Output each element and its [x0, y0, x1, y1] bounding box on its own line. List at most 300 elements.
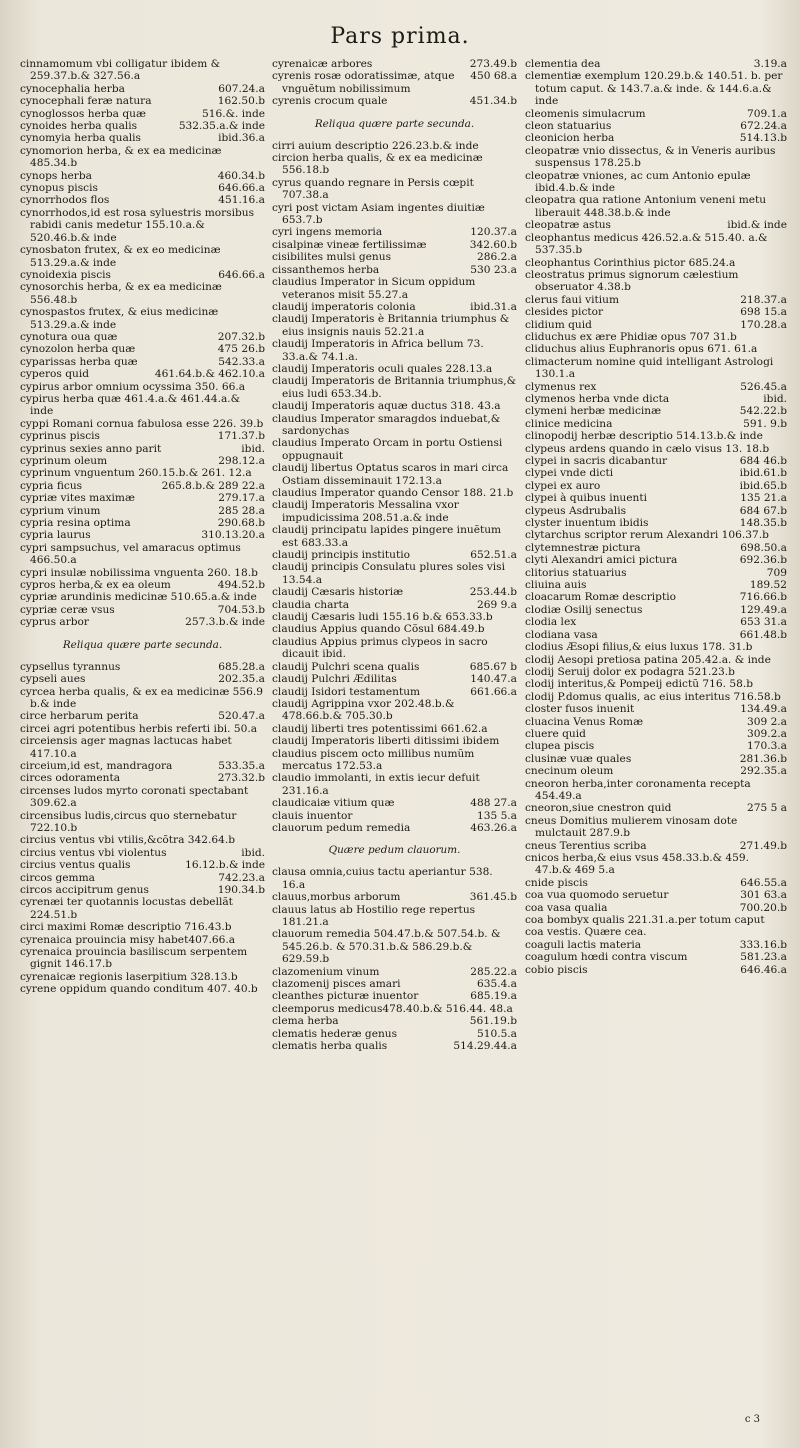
- cross-reference-note: Reliqua quære parte secunda.: [62, 638, 223, 651]
- page-reference: 171.37.b: [217, 430, 265, 443]
- index-entry: [525, 467, 787, 479]
- page-reference: ibid.: [763, 392, 787, 405]
- index-columns: [20, 58, 790, 1428]
- entry-text: cissanthemos herba: [272, 263, 380, 276]
- entry-text: clidium quid: [525, 318, 592, 331]
- entry-text: cypria ficus: [20, 479, 83, 492]
- index-entry: [272, 990, 517, 1002]
- entry-text: clazomenium vinum: [272, 965, 380, 978]
- entry-text: claudij principis Consulatu plures soles visi 13.54.a: [272, 561, 505, 586]
- index-entry: [20, 542, 265, 567]
- entry-text: clesides pictor: [525, 306, 604, 319]
- page-reference: 692.36.b: [739, 554, 787, 567]
- index-entry: [272, 487, 517, 499]
- entry-text: clinopodij herbæ descriptio 514.13.b.& inde: [525, 430, 763, 443]
- index-entry: [525, 257, 787, 269]
- index-entry: [20, 673, 265, 685]
- page-reference: 361.45.b: [469, 891, 517, 904]
- index-entry: [525, 480, 787, 492]
- entry-text: cyprinus sexies anno parit: [20, 442, 162, 455]
- entry-text: cleopatra qua ratione Antonium veneni metu liberauit 448.38.b.& inde: [525, 194, 767, 219]
- entry-text: claudius piscem octo millibus numũm mercatus 172.53.a: [272, 747, 475, 772]
- page-reference: 342.60.b: [469, 238, 517, 251]
- index-entry: [525, 616, 787, 628]
- page-reference: 286.2.a: [476, 251, 517, 264]
- index-entry: [272, 904, 517, 929]
- index-entry: [525, 604, 787, 616]
- page-reference: 281.36.b: [739, 752, 787, 765]
- entry-text: cynorrhodos,id est rosa syluestris morsibus rabidi canis medetur 155.10.a.& 520.46.b.& inde: [20, 206, 255, 244]
- page-reference: 520.47.a: [218, 710, 265, 723]
- index-entry: [525, 765, 787, 777]
- entry-text: claudij imperatoris colonia: [272, 300, 416, 313]
- index-entry: [525, 232, 787, 257]
- page-reference: 514.29.44.a: [453, 1040, 517, 1053]
- cross-reference-note: Quære pedum clauorum.: [328, 844, 461, 857]
- entry-text: claudij libertus Optatus scaros in mari circa Ostiam disseminauit 172.13.a: [272, 462, 509, 487]
- entry-text: clazomenij pisces amari: [272, 978, 401, 991]
- index-entry: [525, 641, 787, 653]
- entry-text: clytemnestræ pictura: [525, 541, 641, 554]
- entry-text: clodij interitus,& Pompeij edictũ 716. 58.b: [525, 678, 754, 691]
- page-reference: 526.45.a: [740, 380, 787, 393]
- index-entry: [525, 802, 787, 814]
- index-entry: [525, 554, 787, 566]
- entry-text: cyrus quando regnare in Persis cœpit 707.38.a: [272, 176, 474, 202]
- index-entry: [525, 629, 787, 641]
- index-entry: [20, 579, 265, 591]
- index-entry: [272, 375, 517, 400]
- index-entry: [20, 95, 265, 107]
- index-entry: [20, 418, 265, 430]
- index-entry: [525, 170, 787, 195]
- index-entry: [272, 636, 517, 661]
- entry-text: clauis inuentor: [272, 809, 353, 822]
- entry-text: clodij Seruij dolor ex podagra 521.23.b: [525, 665, 735, 678]
- entry-text: cyprinum vnguentum 260.15.b.& 261. 12.a: [20, 467, 252, 480]
- entry-text: cynoides herba qualis: [20, 120, 138, 133]
- page-reference: 698 15.a: [740, 306, 787, 319]
- page-reference: 463.26.a: [470, 821, 517, 834]
- page-reference: 709.1.a: [746, 107, 787, 120]
- page-reference: 269 9.a: [476, 598, 517, 611]
- entry-text: claudius Imperator quando Censor 188. 21.b: [272, 487, 514, 499]
- page-reference: 279.17.a: [218, 492, 265, 505]
- entry-text: cloacarum Romæ descriptio: [525, 591, 676, 604]
- entry-text: cluere quid: [525, 727, 586, 740]
- page-reference: 488 27.a: [470, 797, 517, 810]
- entry-text: clema herba: [272, 1015, 339, 1028]
- page-reference: 709: [766, 566, 787, 579]
- page-reference: 533.35.a: [218, 759, 265, 772]
- entry-text: cyrenaica prouincia basiliscum serpentem gignit 146.17.b: [20, 946, 248, 971]
- entry-text: cleon statuarius: [525, 120, 612, 133]
- entry-text: circos accipitrum genus: [20, 884, 149, 896]
- index-entry: [20, 306, 265, 331]
- index-entry: [20, 182, 265, 194]
- index-entry: [525, 356, 787, 381]
- entry-text: cynops herba: [20, 169, 92, 182]
- index-entry: [272, 58, 517, 70]
- entry-text: circeium,id est, mandragora: [20, 759, 173, 772]
- entry-text: claudij principis institutio: [272, 549, 411, 562]
- entry-text: cleemporus medicus478.40.b.& 516.44. 48.a: [272, 1002, 513, 1015]
- page-reference: 475 26.b: [217, 343, 265, 356]
- entry-text: cyrcea herba qualis, & ex ea medicinæ 556.9 b.& inde: [20, 685, 263, 710]
- page-reference: ibid.& inde: [727, 219, 787, 232]
- entry-text: cypseli aues: [20, 673, 86, 686]
- entry-text: claudius Imperato Orcam in portu Ostiensi oppugnauit: [272, 437, 503, 462]
- page-reference: 162.50.b: [217, 95, 265, 108]
- index-entry: [20, 368, 265, 380]
- entry-text: cleopatræ vnio dissectus, & in Veneris auribus suspensus 178.25.b: [525, 144, 776, 170]
- page-reference: 120.37.a: [470, 226, 517, 239]
- page-reference: 170.3.a: [746, 740, 787, 753]
- entry-text: cypirus arbor omnium ocyssima 350. 66.a: [20, 380, 246, 393]
- index-entry: [272, 413, 517, 438]
- index-entry: [20, 83, 265, 95]
- index-entry: [525, 120, 787, 132]
- index-entry: [20, 723, 265, 735]
- index-entry: [272, 686, 517, 698]
- entry-text: claudia charta: [272, 598, 350, 611]
- index-entry: [20, 356, 265, 368]
- page-reference: ibid.: [241, 442, 265, 455]
- entry-text: circeiensis ager magnas lactucas habet 417.10.a: [20, 735, 232, 760]
- entry-text: coa vestis. Quære cea.: [525, 926, 647, 939]
- entry-text: claudius Imperator smaragdos induebat,& sardonychas: [272, 412, 501, 437]
- index-entry: [272, 673, 517, 685]
- entry-text: cynotura oua quæ: [20, 330, 118, 343]
- index-entry: [272, 264, 517, 276]
- entry-text: claudij Imperatoris oculi quales 228.13.a: [272, 362, 493, 375]
- signature-mark: c 3: [744, 1414, 760, 1425]
- index-entry: [20, 529, 265, 541]
- index-entry: [525, 877, 787, 889]
- index-entry: [272, 822, 517, 834]
- entry-text: cnecinum oleum: [525, 765, 614, 778]
- index-entry: [525, 579, 787, 591]
- page-reference: 685.19.a: [470, 990, 517, 1003]
- entry-text: cynosbaton frutex, & ex eo medicinæ 513.29.a.& inde: [20, 244, 221, 269]
- index-entry: [525, 914, 787, 926]
- entry-text: cneoron,siue cnestron quid: [525, 802, 672, 815]
- index-entry: [20, 604, 265, 616]
- page-reference: 451.16.a: [218, 194, 265, 207]
- index-entry: [525, 703, 787, 715]
- entry-text: clauus,morbus arborum: [272, 891, 401, 904]
- index-entry: [20, 616, 265, 628]
- entry-text: clerus faui vitium: [525, 293, 619, 306]
- entry-text: cliuina auis: [525, 579, 587, 592]
- entry-text: cynomyia herba qualis: [20, 132, 141, 145]
- page-reference: 451.34.b: [469, 95, 517, 108]
- index-entry: [20, 430, 265, 442]
- entry-text: clupea piscis: [525, 740, 595, 753]
- entry-text: clitorius statuarius: [525, 566, 627, 579]
- entry-text: circius ventus qualis: [20, 859, 131, 872]
- entry-text: cleopatræ vniones, ac cum Antonio epulæ ibid.4.b.& inde: [525, 169, 751, 195]
- page-reference: 170.28.a: [740, 318, 787, 331]
- entry-text: clypei vnde dicti: [525, 467, 614, 480]
- index-entry: [272, 95, 517, 107]
- entry-text: circensibus ludis,circus quo sternebatur 722.10.b: [20, 809, 237, 834]
- page-reference: 532.35.a.& inde: [178, 120, 265, 133]
- entry-text: cypirus herba quæ 461.4.a.& 461.44.a.& inde: [20, 392, 241, 418]
- page-reference: 450 68.a: [470, 70, 517, 83]
- index-column-3: [525, 58, 787, 1428]
- entry-text: clytarchus scriptor rerum Alexandri 106.37.b: [525, 529, 769, 542]
- entry-text: cypros herba,& ex ea oleum: [20, 579, 171, 592]
- index-entry: [272, 748, 517, 773]
- entry-text: clymenus rex: [525, 380, 597, 393]
- index-entry: [272, 891, 517, 903]
- index-entry: [525, 778, 787, 803]
- index-entry: [272, 524, 517, 549]
- page-reference: 510.5.a: [476, 1027, 517, 1040]
- entry-text: cyri post victam Asiam ingentes diuitiæ 653.7.b: [272, 201, 485, 227]
- page-reference: 285.22.a: [470, 965, 517, 978]
- page-reference: 591. 9.b: [743, 417, 787, 430]
- entry-text: cypri sampsuchus, vel amaracus optimus 466.50.a: [20, 541, 241, 567]
- entry-text: cneoron herba,inter coronamenta recepta 454.49.a: [525, 777, 751, 802]
- entry-text: climacterum nomine quid intelligant Astrologi 130.1.a: [525, 355, 774, 381]
- entry-text: clodij P.domus qualis, ac eius interitus 716.58.b: [525, 690, 781, 703]
- entry-text: cisibilites mulsi genus: [272, 251, 392, 264]
- index-entry: [20, 455, 265, 467]
- index-entry: [20, 710, 265, 722]
- entry-text: cnicos herba,& eius vsus 458.33.b.& 459. 47.b.& 469 5.a: [525, 852, 749, 877]
- entry-text: clypei in sacris dicabantur: [525, 455, 668, 467]
- index-entry: [272, 1028, 517, 1040]
- page-reference: 716.66.b: [739, 591, 787, 604]
- page-reference: 530 23.a: [470, 263, 517, 276]
- index-entry: [20, 170, 265, 182]
- page-reference: 290.68.b: [217, 517, 265, 530]
- entry-text: clodius Æsopi filius,& eius luxus 178. 31.b: [525, 641, 753, 654]
- entry-text: clypeus ardens quando in cælo visus 13. 18.b: [525, 442, 770, 455]
- entry-text: claudij Imperatoris de Britannia triumphus,& eius ludi 653.34.b.: [272, 375, 517, 400]
- entry-text: circos gemma: [20, 871, 95, 884]
- entry-text: clementiæ exemplum 120.29.b.& 140.51. b. per totum caput. & 143.7.a.& inde. & 144.6.a.& inde: [525, 70, 783, 108]
- index-entry: [525, 517, 787, 529]
- entry-text: cyprium vinum: [20, 504, 101, 517]
- page-reference: ibid.65.b: [739, 479, 787, 492]
- entry-text: cnide piscis: [525, 876, 588, 889]
- entry-text: cleophantus medicus 426.52.a.& 515.40. a.& 537.35.b: [525, 231, 768, 257]
- entry-text: cyppi Romani cornua fabulosa esse 226. 39.b: [20, 417, 264, 430]
- index-entry: [20, 443, 265, 455]
- index-entry: [20, 517, 265, 529]
- index-entry: [20, 331, 265, 343]
- page-reference: 494.52.b: [217, 579, 265, 592]
- entry-text: cynosorchis herba, & ex ea medicinæ 556.48.b: [20, 281, 222, 306]
- entry-text: cinnamomum vbi colligatur ibidem & 259.37.b.& 327.56.a: [20, 58, 221, 83]
- page-reference: 685.28.a: [218, 660, 265, 673]
- index-entry: [525, 542, 787, 554]
- index-entry: [525, 70, 787, 107]
- entry-text: claudij principatu lapides pingere inuẽtum est 683.33.a: [272, 524, 502, 549]
- index-entry: [272, 400, 517, 412]
- entry-text: clauorum pedum remedia: [272, 821, 411, 834]
- page-reference: 129.49.a: [740, 603, 787, 616]
- entry-text: coa vua quomodo seruetur: [525, 889, 669, 902]
- index-entry: [20, 921, 265, 933]
- entry-text: coaguli lactis materia: [525, 938, 642, 951]
- index-entry: [272, 611, 517, 623]
- entry-text: cleophantus Corinthius pictor 685.24.a: [525, 256, 736, 269]
- index-entry: [20, 492, 265, 504]
- index-entry: [272, 140, 517, 152]
- index-entry: [525, 753, 787, 765]
- entry-text: claudij Agrippina vxor 202.48.b.& 478.66.b.& 705.30.b: [272, 697, 455, 723]
- index-entry: [525, 728, 787, 740]
- entry-text: claudius Appius quando Cõsul 684.49.b: [272, 623, 485, 636]
- index-entry: [20, 735, 265, 760]
- entry-text: cyprinus piscis: [20, 430, 100, 443]
- index-entry: [525, 815, 787, 840]
- entry-text: claudij Imperatoris liberti ditissimi ibidem: [272, 735, 500, 748]
- entry-text: circei agri potentibus herbis referti ibi. 50.a: [20, 722, 258, 735]
- index-entry: [272, 928, 517, 965]
- entry-text: cynozolon herba quæ: [20, 343, 136, 356]
- page-reference: 646.66.a: [218, 268, 265, 281]
- page-reference: 190.34.b: [217, 884, 265, 896]
- index-entry: [525, 505, 787, 517]
- index-entry: [272, 549, 517, 561]
- index-entry: [272, 661, 517, 673]
- index-entry: [272, 966, 517, 978]
- index-entry: [20, 207, 265, 244]
- index-entry: [272, 561, 517, 586]
- entry-text: claudicaiæ vitium quæ: [272, 797, 395, 810]
- entry-text: cyprus arbor: [20, 616, 89, 629]
- page-reference: ibid.61.b: [739, 467, 787, 480]
- entry-text: clematis hederæ genus: [272, 1027, 398, 1040]
- index-entry: [525, 939, 787, 951]
- index-entry: [525, 194, 787, 219]
- index-entry: [525, 418, 787, 430]
- index-entry: [525, 964, 787, 976]
- index-entry: [20, 983, 265, 995]
- index-entry: [272, 866, 517, 891]
- index-entry: [525, 678, 787, 690]
- entry-text: clusinæ vuæ quales: [525, 752, 632, 765]
- entry-text: clyti Alexandri amici pictura: [525, 554, 678, 567]
- index-entry: [525, 852, 787, 877]
- entry-text: circenses ludos myrto coronati spectabant 309.62.a: [20, 784, 249, 810]
- entry-text: cobio piscis: [525, 963, 588, 976]
- entry-text: cneus Terentius scriba: [525, 839, 647, 852]
- index-entry: [20, 686, 265, 711]
- index-entry: [20, 393, 265, 418]
- entry-text: cyrenæi ter quotannis locustas debellãt 224.51.b: [20, 896, 233, 921]
- index-entry: [525, 666, 787, 678]
- index-entry: [272, 1015, 517, 1027]
- page-reference: 607.24.a: [218, 82, 265, 95]
- page-reference: 310.13.20.a: [201, 529, 265, 542]
- index-entry: [525, 331, 787, 343]
- page-reference: 514.13.b: [739, 132, 787, 145]
- index-entry: [20, 896, 265, 921]
- index-entry: [272, 735, 517, 747]
- index-entry: [20, 859, 265, 871]
- index-entry: [20, 132, 265, 144]
- page-reference: ibid.: [241, 846, 265, 859]
- page-reference: 672.24.a: [740, 120, 787, 133]
- page-reference: 148.35.b: [739, 517, 787, 530]
- page-reference: 561.19.b: [469, 1015, 517, 1028]
- page-reference: ibid.31.a: [470, 300, 517, 313]
- index-entry: [272, 978, 517, 990]
- page-reference: 265.8.b.& 289 22.a: [161, 479, 265, 492]
- page-reference: 309.2.a: [746, 727, 787, 740]
- page-reference: 698.50.a: [740, 541, 787, 554]
- entry-text: clematis herba qualis: [272, 1040, 388, 1053]
- index-entry: [525, 145, 787, 170]
- index-entry: [525, 405, 787, 417]
- index-entry: [20, 467, 265, 479]
- index-entry: [20, 847, 265, 859]
- index-entry: [20, 772, 265, 784]
- index-entry: [20, 810, 265, 835]
- page-reference: 742.23.a: [218, 871, 265, 884]
- index-entry: [20, 785, 265, 810]
- entry-text: cynocephalia herba: [20, 82, 125, 95]
- index-entry: [20, 108, 265, 120]
- page-reference: 685.67 b: [469, 660, 517, 673]
- index-entry: [525, 108, 787, 120]
- entry-text: cleanthes picturæ inuentor: [272, 990, 419, 1003]
- entry-text: cirri auium descriptio 226.23.b.& inde: [272, 139, 479, 152]
- page-reference: 581.23.a: [740, 951, 787, 964]
- entry-text: claudij Imperatoris aquæ ductus 318. 43.a: [272, 400, 501, 413]
- entry-text: claudio immolanti, in extis iecur defuit 231.16.a: [272, 772, 480, 797]
- index-entry: [20, 760, 265, 772]
- page-reference: 652.51.a: [470, 549, 517, 562]
- page-reference: 309 2.a: [746, 715, 787, 728]
- index-entry: [525, 430, 787, 442]
- page-reference: 542.33.a: [218, 355, 265, 368]
- entry-text: clementia dea: [525, 58, 601, 70]
- index-entry: [20, 834, 265, 846]
- index-entry: [525, 691, 787, 703]
- index-entry: [20, 661, 265, 673]
- page-reference: 661.48.b: [739, 628, 787, 641]
- page-reference: 661.66.a: [470, 685, 517, 698]
- entry-text: claudij Cæsaris ludi 155.16 b.& 653.33.b: [272, 611, 493, 624]
- entry-text: cynoidexia piscis: [20, 268, 111, 281]
- page-reference: 460.34.b: [217, 169, 265, 182]
- index-entry: [272, 1003, 517, 1015]
- entry-text: clauus latus ab Hostilio rege repertus 181.21.a: [272, 903, 476, 928]
- page-reference: 202.35.a: [218, 673, 265, 686]
- index-entry: [272, 462, 517, 487]
- page-reference: 134.49.a: [740, 703, 787, 716]
- entry-text: cliduchus ex ære Phidiæ opus 707 31.b: [525, 330, 737, 343]
- entry-text: claudij Cæsaris historiæ: [272, 586, 404, 599]
- entry-text: cynorrhodos flos: [20, 194, 110, 207]
- entry-text: clypei ex auro: [525, 479, 601, 492]
- page-reference: 646.46.a: [740, 963, 787, 976]
- index-entry: [525, 443, 787, 455]
- page-reference: 253.44.b: [469, 586, 517, 599]
- entry-text: coa vasa qualia: [525, 901, 608, 914]
- page-reference: 275 5 a: [746, 802, 787, 815]
- page-reference: 135 21.a: [740, 492, 787, 505]
- index-entry: [272, 70, 517, 95]
- index-entry: [20, 505, 265, 517]
